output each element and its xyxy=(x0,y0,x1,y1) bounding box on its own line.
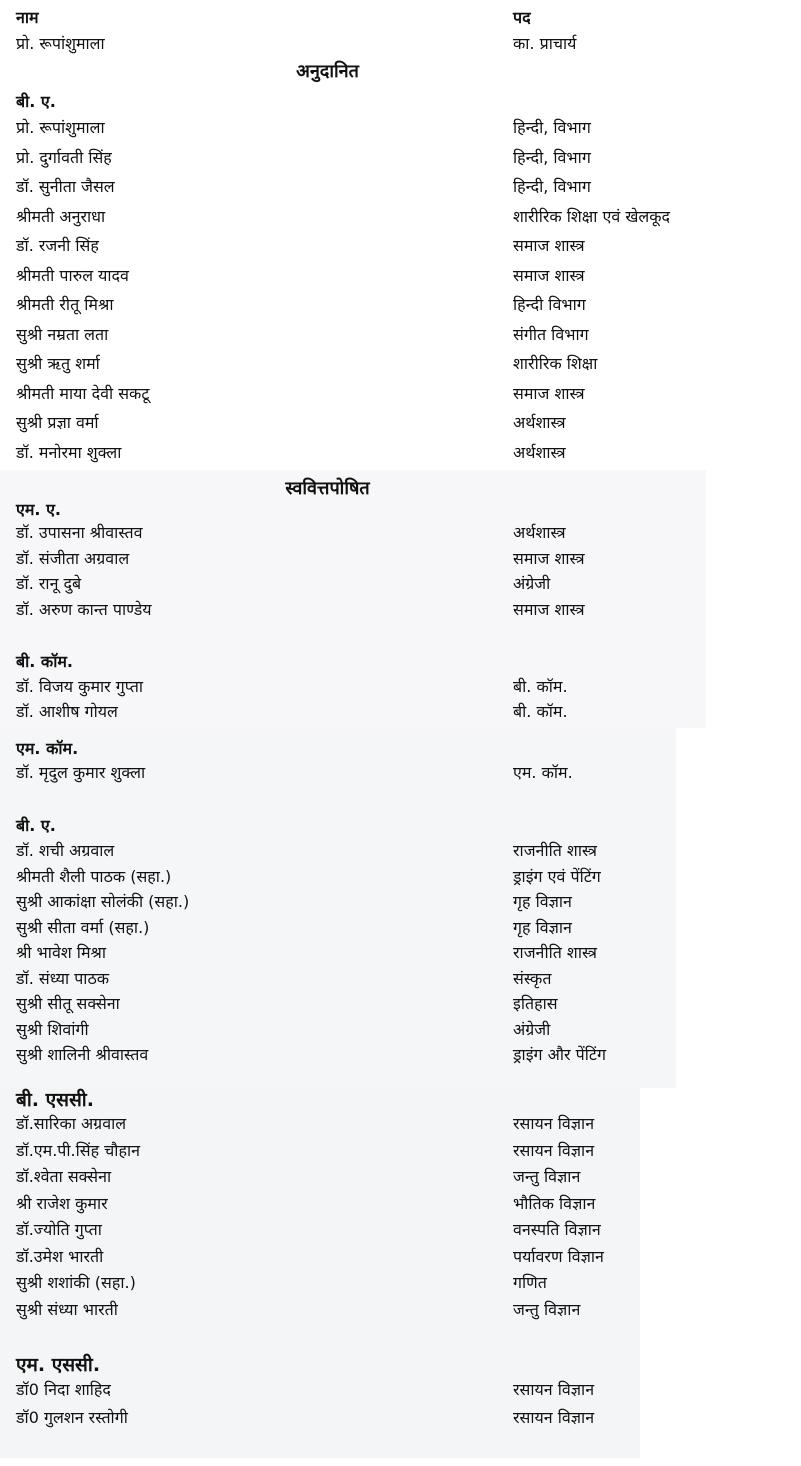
staff-name: डॉ. विजय कुमार गुप्ता xyxy=(16,677,143,696)
staff-name: सुश्री शशांकी (सहा.) xyxy=(16,1273,136,1292)
staff-name: डॉ. संजीता अग्रवाल xyxy=(16,548,130,568)
staff-department: समाज शास्त्र xyxy=(513,265,585,285)
staff-department: गृह विज्ञान xyxy=(513,892,572,911)
staff-name: सुश्री आकांक्षा सोलंकी (सहा.) xyxy=(16,892,190,911)
staff-department: जन्तु विज्ञान xyxy=(513,1299,581,1319)
staff-department: रसायन विज्ञान xyxy=(513,1408,595,1427)
staff-name: डॉ. आशीष गोयल xyxy=(16,702,118,721)
staff-department: शारीरिक शिक्षा xyxy=(513,354,598,373)
staff-department: रसायन विज्ञान xyxy=(513,1114,595,1133)
bcom-heading: बी. कॉम. xyxy=(16,652,74,671)
staff-name: श्रीमती पारुल यादव xyxy=(16,265,129,285)
staff-department: संस्कृत xyxy=(513,968,552,988)
staff-department: राजनीति शास्त्र xyxy=(513,841,598,860)
staff-name: सुश्री शालिनी श्रीवास्तव xyxy=(16,1045,149,1064)
staff-department: गृह विज्ञान xyxy=(513,917,572,937)
principal-name: प्रो. रूपांशुमाला xyxy=(16,34,105,53)
staff-name: डॉ. उपासना श्रीवास्तव xyxy=(16,523,143,542)
staff-name: डॉ.सारिका अग्रवाल xyxy=(16,1114,127,1133)
staff-department: समाज शास्त्र xyxy=(513,236,585,255)
staff-department: शारीरिक शिक्षा एवं खेलकूद xyxy=(513,206,671,226)
staff-department: संगीत विभाग xyxy=(513,324,589,344)
staff-department: जन्तु विज्ञान xyxy=(513,1167,581,1186)
staff-department: एम. कॉम. xyxy=(513,763,573,782)
staff-name: सुश्री सीतू सक्सेना xyxy=(16,994,120,1013)
staff-department: हिन्दी, विभाग xyxy=(513,147,591,167)
staff-name: डॉ.उमेश भारती xyxy=(16,1246,104,1266)
staff-name: डॉ. शची अग्रवाल xyxy=(16,841,115,860)
staff-department: पर्यावरण विज्ञान xyxy=(513,1246,604,1266)
staff-name: डॉ. रानू दुबे xyxy=(16,574,82,593)
staff-name: सुश्री नम्रता लता xyxy=(16,324,109,344)
staff-name: श्री भावेश मिश्रा xyxy=(16,943,106,962)
principal-post: का. प्राचार्य xyxy=(513,34,577,53)
staff-name: डॉ. मृदुल कुमार शुक्ला xyxy=(16,763,146,782)
staff-name: डॉ. सुनीता जैसल xyxy=(16,177,115,196)
staff-department: राजनीति शास्त्र xyxy=(513,943,598,962)
staff-name: श्रीमती माया देवी सकटू xyxy=(16,383,150,403)
staff-department: हिन्दी, विभाग xyxy=(513,177,591,196)
staff-department: रसायन विज्ञान xyxy=(513,1380,595,1399)
staff-name: श्रीमती शैली पाठक (सहा.) xyxy=(16,866,172,886)
ba-sf-heading: बी. ए. xyxy=(16,816,56,835)
staff-department: बी. कॉम. xyxy=(513,702,568,721)
staff-name: डॉ. संध्या पाठक xyxy=(16,968,110,988)
msc-heading: एम. एससी. xyxy=(16,1354,101,1376)
staff-department: वनस्पति विज्ञान xyxy=(513,1220,601,1239)
staff-department: भौतिक विज्ञान xyxy=(513,1193,596,1213)
staff-name: डॉ. मनोरमा शुक्ला xyxy=(16,442,122,462)
selffinanced-section-title: स्ववित्तपोषित xyxy=(285,478,370,499)
staff-name: डॉ0 गुलशन रस्तोगी xyxy=(16,1408,128,1427)
staff-department: समाज शास्त्र xyxy=(513,383,585,403)
staff-name: श्री राजेश कुमार xyxy=(16,1193,108,1213)
staff-department: समाज शास्त्र xyxy=(513,599,585,619)
staff-name: श्रीमती अनुराधा xyxy=(16,206,106,226)
staff-department: रसायन विज्ञान xyxy=(513,1140,595,1160)
staff-department: अंग्रेजी xyxy=(513,574,551,593)
aided-ba-heading: बी. ए. xyxy=(16,92,56,111)
staff-name: सुश्री ऋतु शर्मा xyxy=(16,354,100,373)
staff-department: ड्राइंग एवं पेंटिंग xyxy=(513,866,601,886)
staff-department: हिन्दी, विभाग xyxy=(513,118,591,137)
staff-name: प्रो. रूपांशुमाला xyxy=(16,118,105,137)
staff-department: अंग्रेजी xyxy=(513,1019,551,1039)
staff-department: इतिहास xyxy=(513,994,558,1013)
post-column-header: पद xyxy=(513,8,531,27)
staff-name: डॉ.श्वेता सक्सेना xyxy=(16,1167,112,1186)
staff-department: गणित xyxy=(513,1273,547,1292)
name-column-header: नाम xyxy=(16,8,39,27)
ma-heading: एम. ए. xyxy=(16,500,61,519)
aided-section-title: अनुदानित xyxy=(296,61,359,82)
staff-name: प्रो. दुर्गावती सिंह xyxy=(16,147,112,167)
staff-department: अर्थशास्त्र xyxy=(513,442,566,462)
bsc-heading: बी. एससी. xyxy=(16,1089,94,1111)
staff-department: हिन्दी विभाग xyxy=(513,295,586,314)
staff-name: सुश्री सीता वर्मा (सहा.) xyxy=(16,917,150,937)
staff-department: बी. कॉम. xyxy=(513,677,568,696)
staff-department: अर्थशास्त्र xyxy=(513,413,566,432)
staff-name: सुश्री शिवांगी xyxy=(16,1019,89,1039)
staff-name: श्रीमती रीतू मिश्रा xyxy=(16,295,114,314)
staff-name: डॉ. रजनी सिंह xyxy=(16,236,99,255)
staff-name: सुश्री संध्या भारती xyxy=(16,1299,118,1319)
staff-department: समाज शास्त्र xyxy=(513,548,585,568)
staff-department: अर्थशास्त्र xyxy=(513,523,566,542)
staff-name: सुश्री प्रज्ञा वर्मा xyxy=(16,413,99,432)
staff-name: डॉ.एम.पी.सिंह चौहान xyxy=(16,1140,140,1160)
staff-department: ड्राइंग और पेंटिंग xyxy=(513,1045,606,1064)
staff-name: डॉ.ज्योति गुप्ता xyxy=(16,1220,102,1239)
staff-name: डॉ. अरुण कान्त पाण्डेय xyxy=(16,599,152,619)
staff-name: डॉ0 निदा शाहिद xyxy=(16,1380,111,1399)
mcom-heading: एम. कॉम. xyxy=(16,739,79,758)
